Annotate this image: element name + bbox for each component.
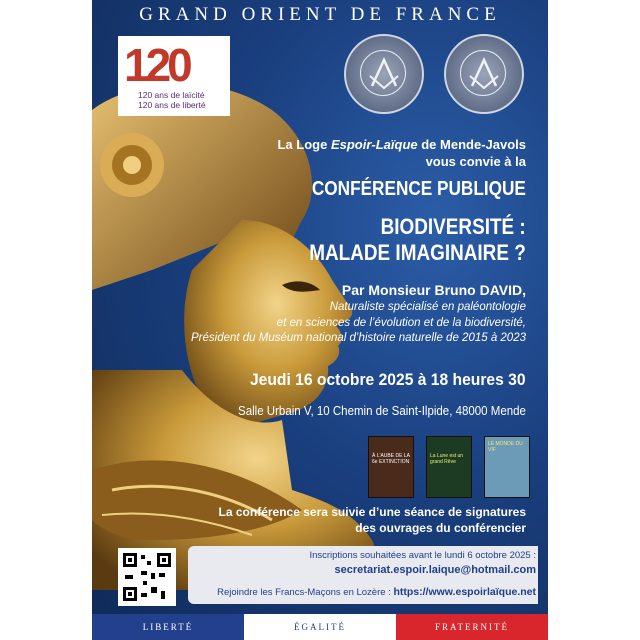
qr-code-icon[interactable] xyxy=(118,548,176,606)
seal-right-icon xyxy=(444,34,524,114)
invite-text xyxy=(277,136,526,170)
motto-flag-bar xyxy=(92,614,548,640)
invite-line-1: La Loge Espoir-Laïque de Mende-Javols xyxy=(277,137,526,152)
poster xyxy=(92,0,548,640)
website-link[interactable]: https://www.espoirlaïque.net xyxy=(393,586,536,598)
speaker-name: Par Monsieur Bruno DAVID, xyxy=(341,282,526,298)
book-cover-3: LE MONDE DU VIF xyxy=(484,436,530,498)
inscription-text: Inscriptions souhaitées avant le lundi 6 octobre 2025 : xyxy=(309,550,536,561)
event-place: Salle Urbain V, 10 Chemin de Saint-Ilpide, 48000 Mende xyxy=(238,404,526,418)
event-title-line-1: BIODIVERSITÉ : xyxy=(380,214,526,239)
event-type: CONFÉRENCE PUBLIQUE xyxy=(311,178,526,200)
event-title-line-2: MALADE IMAGINAIRE ? xyxy=(309,240,526,265)
event-date: Jeudi 16 octobre 2025 à 18 heures 30 xyxy=(250,370,526,389)
contact-email-link[interactable]: secretariat.espoir.laique@hotmail.com xyxy=(334,564,536,576)
book-cover-2: La Lune est un grand Rêve xyxy=(426,436,472,498)
logo-number: 120 xyxy=(124,39,189,91)
motto-egalite: ÉGALITÉ xyxy=(244,614,396,640)
book-cover-1: À L'AUBE DE LA 6e EXTINCTION xyxy=(368,436,414,498)
motto-liberte: LIBERTÉ xyxy=(92,614,244,640)
anniversary-logo xyxy=(118,36,230,116)
signing-note: La conférence sera suivie d’une séance de signatures des ouvrages du conférencier xyxy=(218,505,526,535)
motto-fraternite: FRATERNITÉ xyxy=(396,614,548,640)
square-compass-icon xyxy=(346,36,422,112)
invite-line-2: vous convie à la xyxy=(425,154,526,169)
seal-left-icon xyxy=(344,34,424,114)
header-title: GRAND ORIENT DE FRANCE xyxy=(139,4,501,25)
logo-line-2: 120 ans de liberté xyxy=(138,100,206,110)
speaker-bio: Naturaliste spécialisé en paléontologie et en sciences de l’évolution et de la biodiversité, Président du Muséum national d’histoire naturelle de 2015 à 2023 xyxy=(191,301,526,344)
lodge-name: Espoir-Laïque xyxy=(330,137,418,152)
square-compass-icon xyxy=(446,36,522,112)
logo-line-1: 120 ans de laïcité xyxy=(138,90,205,100)
join-text: Rejoindre les Francs-Maçons en Lozère : https://www.espoirlaïque.net xyxy=(217,586,536,598)
